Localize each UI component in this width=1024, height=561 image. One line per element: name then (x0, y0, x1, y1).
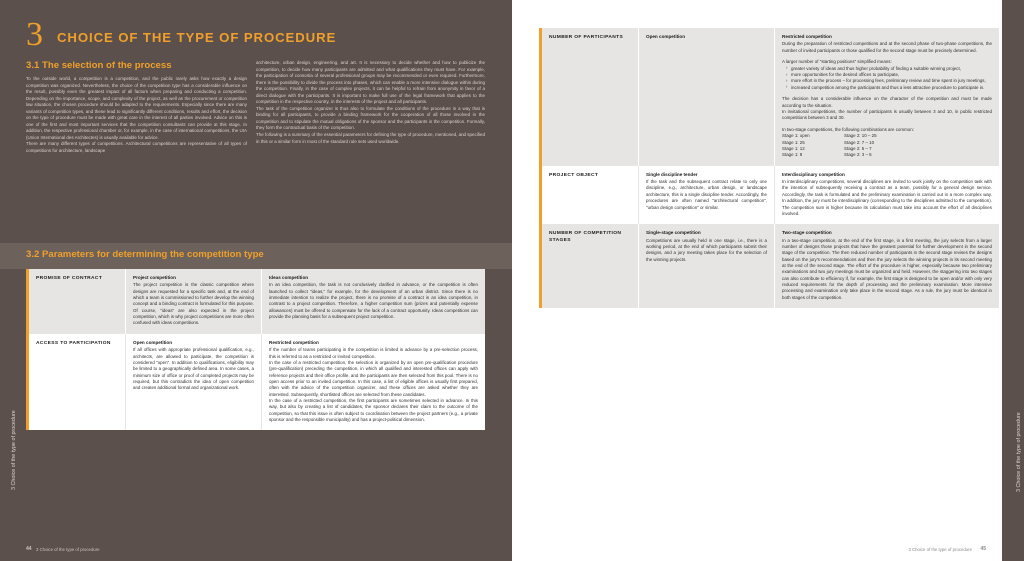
stage-second: Stage 2: 10 – 25 (844, 133, 877, 139)
parameters-table-right (539, 28, 999, 308)
cell-title: Single-stage competition (646, 230, 701, 236)
right-spine (1002, 0, 1024, 561)
cell-title: Project competition (133, 275, 176, 280)
cell-body: In the case of a restricted competition, the selection is organized by an open pre-qualification procedure (pre-qualification) preceding the competition, in which all qualified and interested offices can apply with reference projects and their office profile, and the participants are then selected from this pool. There is no open access prior to an invited competition. In this case, a list of eligible offices is usually first prepared, often with the advice of the competition organizer, and these offices are asked whether they are interested. Subsequently, shortlisted offices are selected from these candidates. (269, 359, 478, 397)
row-label-cell (542, 224, 638, 308)
cell-body: If the number of teams participating in the competition is limited in advance by a pre-selection process, this is referred to as a restricted or invited competition. (269, 347, 478, 359)
cell-title: Open competition (133, 339, 173, 345)
list-item: › increased competition among the participants and thus a less attractive procedure to participate in. (787, 85, 992, 91)
stage-first: Stage 1: 8 (782, 152, 803, 158)
cell-title: Two-stage competition (782, 230, 832, 236)
cell-body: In two-stage competitions, the following combinations are common: (782, 126, 914, 132)
cell-body: In an idea competition, the task is not conclusively clarified in advance, or the competition is often launched to collect "ideas," for example, for the development of an urban district. Since there is no immediate intention to realize the project, there is no promise of a contract in an idea competition, in contrast to a project competition. Therefore, a higher competition sum (prizes and potentially expense allowances) must be offered to compensate for the lack of a contract opportunity. Ideas competitions can provide the planning basis for a subsequent project competition. (269, 282, 478, 320)
intro-p3: architecture, urban design, engineering, and art. It is necessary to decide whether and how to publicize the competition, to decide how many participants are admitted and what qualifications they must have. For example, the participation of consortia of several professional groups may be recommended or even required. Furthermore, there is the possibility to divide the process into phases, which can enable a more intensive dialogue within during the competition. Finally, in the case of complex projects, it can be helpful to refrain from anonymity in favor of a direct dialogue with the participants. It is important to make full use of the legal framework that applies to the competition in the respective country, in the interests of the project and all participants. (256, 60, 485, 105)
chapter-header (26, 18, 492, 52)
table-row (542, 166, 999, 224)
row-right-cell (261, 334, 485, 431)
stage-second: Stage 2: 7 – 10 (844, 139, 875, 145)
cell-body: In interdisciplinary competitions, several disciplines are invited to work jointly on the competition task with the intention of subsequently receiving a contract as a team, possibly for a general design service. Accordingly, the task is formulated and the preliminary examination is carried out in a more complex way. In addition, the jury must be interdisciplinary (corresponding to the disciplines admitted to the competition). The competition sum is higher because its calculation must take into account the effort of all disciplines involved. (782, 179, 992, 216)
chapter-number: 3 (26, 16, 43, 53)
row-right-cell (774, 28, 999, 166)
left-spine-label: 3 Choice of the type of procedure (11, 410, 17, 490)
intro-p4: The task of the competition organizer is thus also to formulate the conditions of the procedure in a way that is binding for all participants, to provide a binding framework for the cooperation of all those involved in the competition and to stipulate the mutual obligations of the sponsor and the participants in the competition. Formally, they form the contractual basis of the competition. (256, 105, 485, 131)
left-footer-text: 3 Choice of the type of procedure (36, 547, 100, 552)
left-spine (0, 0, 20, 561)
row-middle-cell (125, 269, 261, 334)
cell-title: Single discipline tender (646, 171, 698, 177)
cell-title: Open competition (646, 34, 686, 39)
right-spine-label: 3 Choice of the type of procedure (1016, 412, 1022, 492)
right-footer-text: 3 Choice of the type of procedure (908, 547, 972, 552)
chapter-title: CHOICE OF THE TYPE OF PROCEDURE (57, 29, 337, 45)
row-label-cell (542, 166, 638, 224)
intro-p1: To the outside world, a competition is a competition, and the public rarely asks how exactly a design competition was organized. Nevertheless, the choice of the competition type has a considerable influence on the result, possibly even the greatest impact of all factors when preparing and conducting a competition. Depending on the importance, scope, and complexity of the project, as well as the procurement or competition law situation, the chosen procedure should be adapted to the requirements. Especially since there are many variants of competition types, and these lead to significantly different conditions, results and effort, the decision on the type of procedure must be made with great care in the interest of all parties involved. Advice on this is one of the first and most important services that the competition consultants can provide at this stage. In addition, the respective professional chamber or, for example, in the case of international competitions, the UIA (Union International des Architectes) is usually available for advice. (26, 76, 247, 140)
stage-first: Stage 1: open (782, 133, 810, 139)
cell-body: If all offices with appropriate professional qualification, e.g., architects, are allowed to participate, the competition is considered "open". In addition to qualifications, eligibility may be limited to a geographically defined area. In some cases, a minimum size of office or proof of completed projects may be required, but this contradicts the idea of open competition and creates additional formal and organizational work. (133, 347, 254, 391)
cell-body: In a two-stage competition, at the end of the first stage, in a first meeting, the jury selects from a larger number of designs those projects that have the greatest potential for further development in the second stage of the competition. The then reduced number of participants in the second stage revises the designs based on the jury's recommendations and then the jury selects the winning projects in its second meeting at the end of the second stage. The effort of the procedure is higher, especially because two preliminary examinations and two jury meetings must be organized and held. However, the staggering into two stages can also contribute to efficiency if, for example, the first stage is designed to be open and/or with only very reduced requirements for the depth of processing and the preliminary examination. More intensive processing and examination only take place in the second stage. As a rule, the jury must be identical in both stages of the competition. (782, 237, 992, 300)
cell-body: A larger number of "starting positions" simplified means: (782, 59, 892, 65)
intro-p2: There are many different types of competitions. Architectural competitions are representative of all types of competitions for architecture, landscape (26, 141, 247, 154)
cell-body: In invitational competitions, the number of participants is usually between 3 and 10, in public restricted competitions between 3 and 30. (782, 108, 992, 121)
row-middle-cell (125, 334, 261, 431)
right-page-number: 45 (980, 546, 986, 552)
list-item: › greater variety of ideas and thus higher probability of finding a suitable winning project, (787, 66, 992, 72)
cell-body: During the preparation of restricted competitions and at the second phase of two-phase competitions, the number of invited participants or those qualified for the second stage must be precisely determined. (782, 41, 992, 53)
cell-title: Interdisciplinary competition (782, 171, 845, 177)
parameters-table-left (26, 269, 485, 430)
section-3-2-title: 3.2 Parameters for determining the competition type (26, 249, 264, 260)
cell-body: In the case of a restricted competition, the first participants are sometimes selected in advance. In this way, but also by creating a list of candidates, the sponsor declares their claim to the outcome of the competition, so that this issue is often subject to coordination between the project partners (e.g., a private sponsor and the responsible municipality) and has a project-political dimension. (269, 397, 478, 422)
row-label-cell (29, 334, 125, 431)
cell-title: Restricted competition (269, 339, 319, 345)
row-right-cell (261, 269, 485, 334)
row-label: ACCESS TO PARTICIPATION (36, 340, 111, 346)
benefits-list (782, 66, 992, 91)
cell-body: The decision has a considerable influence on the character of the competition and must be made according to the situation. (782, 96, 992, 108)
row-right-cell (774, 224, 999, 308)
table-row (29, 334, 485, 431)
left-page-number: 44 (26, 546, 32, 552)
section-3-1-title: 3.1 The selection of the process (26, 60, 172, 71)
stage-second: Stage 2: 3 – 5 (844, 152, 872, 158)
intro-p5: The following is a summary of the essential parameters for defining the type of procedure, mentioned, and specified in this or a similar form in most of the standard rule sets used worldwide. (256, 132, 485, 144)
row-label: NUMBER OF COMPETITION STAGES (549, 231, 622, 244)
right-page (512, 0, 1024, 561)
intro-column-1 (26, 76, 247, 155)
row-middle-cell (638, 166, 774, 224)
cell-body: The project competition is the classic competition where designs are requested for a specific task and, at the end of which a team is commissioned to further develop the winning concept and a binding contract is formulated for this purpose. Of course, "ideas" are also expected in the project competition, which is why project competitions are more often confused with ideas competitions. (133, 282, 254, 326)
list-item: › more opportunities for the desired offices to participate, (787, 72, 992, 78)
cell-title: Ideas competition (269, 275, 309, 280)
row-label: NUMBER OF PARTICIPANTS (549, 35, 624, 40)
list-item: › more effort in the process – for processing fees, preliminary review and time spent in jury meetings, (787, 78, 992, 84)
stage-first: Stage 1: 25 (782, 139, 805, 145)
cell-body: Competitions are usually held in one stage, i.e., there is a working period, at the end of which participants submit their designs, and a jury meeting takes place for the selection of the winning projects. (646, 237, 767, 262)
row-middle-cell (638, 28, 774, 166)
cell-title: Restricted competition (782, 34, 832, 39)
row-label-cell (542, 28, 638, 166)
intro-column-2 (256, 60, 485, 145)
table-row (542, 28, 999, 166)
row-right-cell (774, 166, 999, 224)
cell-body: If the task and the subsequent contract relate to only one discipline, e.g., architecture, urban design, or landscape architecture, this is a single discipline tender. Accordingly, the procedures are often named "architectural competition", "urban design competition" or similar. (646, 179, 767, 210)
row-middle-cell (638, 224, 774, 308)
table-row (542, 224, 999, 308)
row-label: PROJECT OBJECT (549, 172, 599, 178)
stage-first: Stage 1: 12 (782, 145, 805, 151)
row-label-cell (29, 269, 125, 334)
stage-row (782, 152, 992, 158)
row-label: PROMISE OF CONTRACT (36, 276, 103, 281)
table-row (29, 269, 485, 334)
stage-second: Stage 2: 5 – 7 (844, 145, 872, 151)
